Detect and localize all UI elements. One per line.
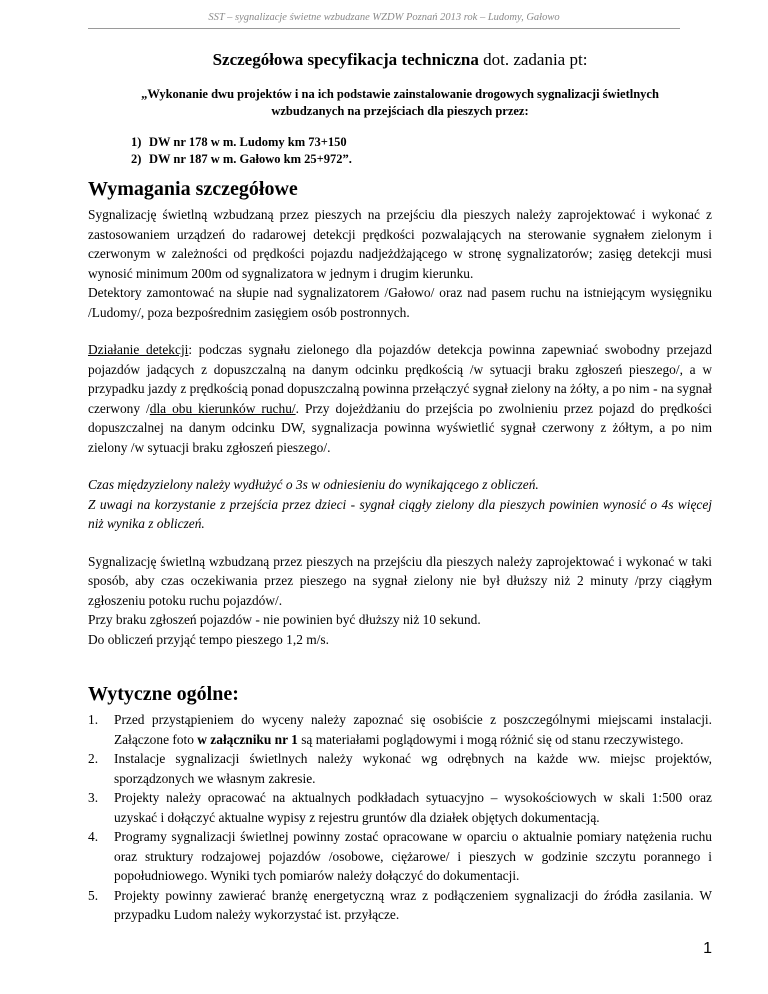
guideline-item <box>88 788 712 827</box>
guideline-item <box>88 710 712 749</box>
attachment-reference: w załączniku nr 1 <box>197 731 298 747</box>
paragraph-pedestrian-speed: Do obliczeń przyjąć tempo pieszego 1,2 m/s. <box>88 631 329 647</box>
document-title <box>88 50 712 70</box>
title-bold: Szczegółowa specyfikacja techniczna <box>212 50 479 69</box>
guideline-number: 5. <box>88 887 99 903</box>
guideline-text-a: Przed przystąpieniem do wyceny należy zapoznać się osobiście z poszczególnymi miejscami instalacji. Załączone foto <box>114 712 712 747</box>
section-heading-detailed-requirements: Wymagania szczegółowe <box>88 178 298 200</box>
running-header: SST – sygnalizacje świetne wzbudzane WZDW Poznań 2013 rok – Ludomy, Gałowo <box>208 12 560 23</box>
detection-operation-text-b: . Przy dojeżdżaniu do przejścia po zwolnieniu przez pojazd do prędkości dopuszczalnej na danym odcinku DW, sygnalizacja powinna wyświetlić sygnał czerwony z żółtym, a po nim zielony /w sytuacji braku zgłoszeń pieszego/. <box>88 400 712 455</box>
header-rule <box>88 28 680 29</box>
guideline-text: Projekty powinny zawierać branżę energetyczną wraz z podłączeniem sygnalizacji do źródła zasilania. W przypadku Ludom należy wykorzystać ist. przyłącze. <box>114 887 712 922</box>
guideline-text-c: są materiałami poglądowymi i mogą różnić się od stanu rzeczywistego. <box>297 731 684 747</box>
guideline-item <box>88 827 712 886</box>
guideline-number: 3. <box>88 790 99 805</box>
guideline-number: 2. <box>88 751 99 766</box>
guidelines-list <box>88 710 712 925</box>
detection-operation-label: Działanie detekcji <box>88 342 189 357</box>
subtitle-line-2: wzbudzanych na przejściach dla pieszych przez: <box>271 104 529 118</box>
paragraph-no-vehicles: Przy braku zgłoszeń pojazdów - nie powinien być dłuższy niż 10 sekund. <box>88 612 481 627</box>
paragraph-children-green-signal: Z uwagi na korzystanie z przejścia przez dzieci - sygnał ciągły zielony dla pieszych powinien wynosić o 4s więcej niż wynika z obliczeń. <box>88 496 712 531</box>
location-text: DW nr 187 w m. Gałowo km 25+972”. <box>149 152 352 166</box>
task-subtitle <box>88 86 712 120</box>
section-heading-general-guidelines: Wytyczne ogólne: <box>88 683 239 705</box>
paragraph-detection-operation <box>88 340 712 457</box>
location-number: 1) <box>131 135 142 149</box>
page-number: 1 <box>703 940 712 957</box>
location-item <box>131 134 712 151</box>
location-item <box>131 151 712 168</box>
paragraph-waiting-time: Sygnalizację świetlną wzbudzaną przez pieszych na przejściu dla pieszych należy zaprojektować i wykonać w taki sposób, aby czas oczekiwania przez pieszego na sygnał zielony nie był dłuższy niż 2 minuty /przy ciągłym zgłoszeniu potoku ruchu pojazdów/. <box>88 553 712 608</box>
guideline-text: Programy sygnalizacji świetlnej powinny zostać opracowane w oparciu o aktualnie pomiary natężenia ruchu oraz struktury rodzajowej pojazdów /osobowe, ciężarowe/ i pieszych w godzinie szczytu porannego i popołudniowego. Wyniki tych pomiarów należy dołączyć do dokumentacji. <box>114 829 712 883</box>
subtitle-line-1: „Wykonanie dwu projektów i na ich podstawie zainstalowanie drogowych sygnalizacji świetlnych <box>141 87 659 101</box>
detection-operation-text-a: : podczas sygnału zielonego dla pojazdów detekcja powinna zapewniać swobodny przejazd pojazdów jadących z dopuszczalną na danym odcinku prędkością /w sytuacji braku zgłoszeń pieszego/, a w przypadku jazdy z prędkością ponad dopuszczalną powinna przełączyć sygnał zielony na żółty, a po nim - na sygnał czerwony / <box>88 342 712 416</box>
location-list <box>88 134 712 168</box>
guideline-text: Instalacje sygnalizacji świetlnych należy wykonać wg odrębnych na każde ww. miejsc projektów, sporządzonych we własnym zakresie. <box>114 751 712 786</box>
detection-operation-underlined: dla obu kierunków ruchu/ <box>149 400 296 416</box>
paragraph-radar-detection: Sygnalizację świetlną wzbudzaną przez pieszych na przejściu dla pieszych należy zaprojektować i wykonać z zastosowaniem urządzeń do radarowej detekcji prędkości pozwalających na sterowanie sygnałem zielonym i czerwonym w zależności od prędkości pojazdu nadjeżdżającego w stronę sygnalizatorów; zasięg detekcji musi wynosić minimum 200m od sygnalizatora w jednym i drugim kierunku. <box>88 207 712 281</box>
guideline-item <box>88 886 712 925</box>
guideline-text: Projekty należy opracować na aktualnych podkładach sytuacyjno – wysokościowych w skali 1:500 oraz uzyskać i dołączyć aktualne wypisy z rejestru gruntów dla działek objętych dokumentacją. <box>114 790 712 825</box>
title-normal: dot. zadania pt: <box>478 50 588 69</box>
page-content <box>88 50 712 925</box>
guideline-number: 1. <box>88 712 99 727</box>
guideline-item <box>88 749 712 788</box>
paragraph-intergreen-time: Czas międzyzielony należy wydłużyć o 3s w odniesieniu do wynikającego z obliczeń. <box>88 477 539 492</box>
paragraph-detector-mounting: Detektory zamontować na słupie nad sygnalizatorem /Gałowo/ oraz nad pasem ruchu na istniejącym wysięgniku /Ludomy/, poza bezpośrednim zasięgiem osób postronnych. <box>88 285 712 320</box>
location-text: DW nr 178 w m. Ludomy km 73+150 <box>149 135 347 149</box>
location-number: 2) <box>131 152 142 166</box>
guideline-number: 4. <box>88 829 99 844</box>
